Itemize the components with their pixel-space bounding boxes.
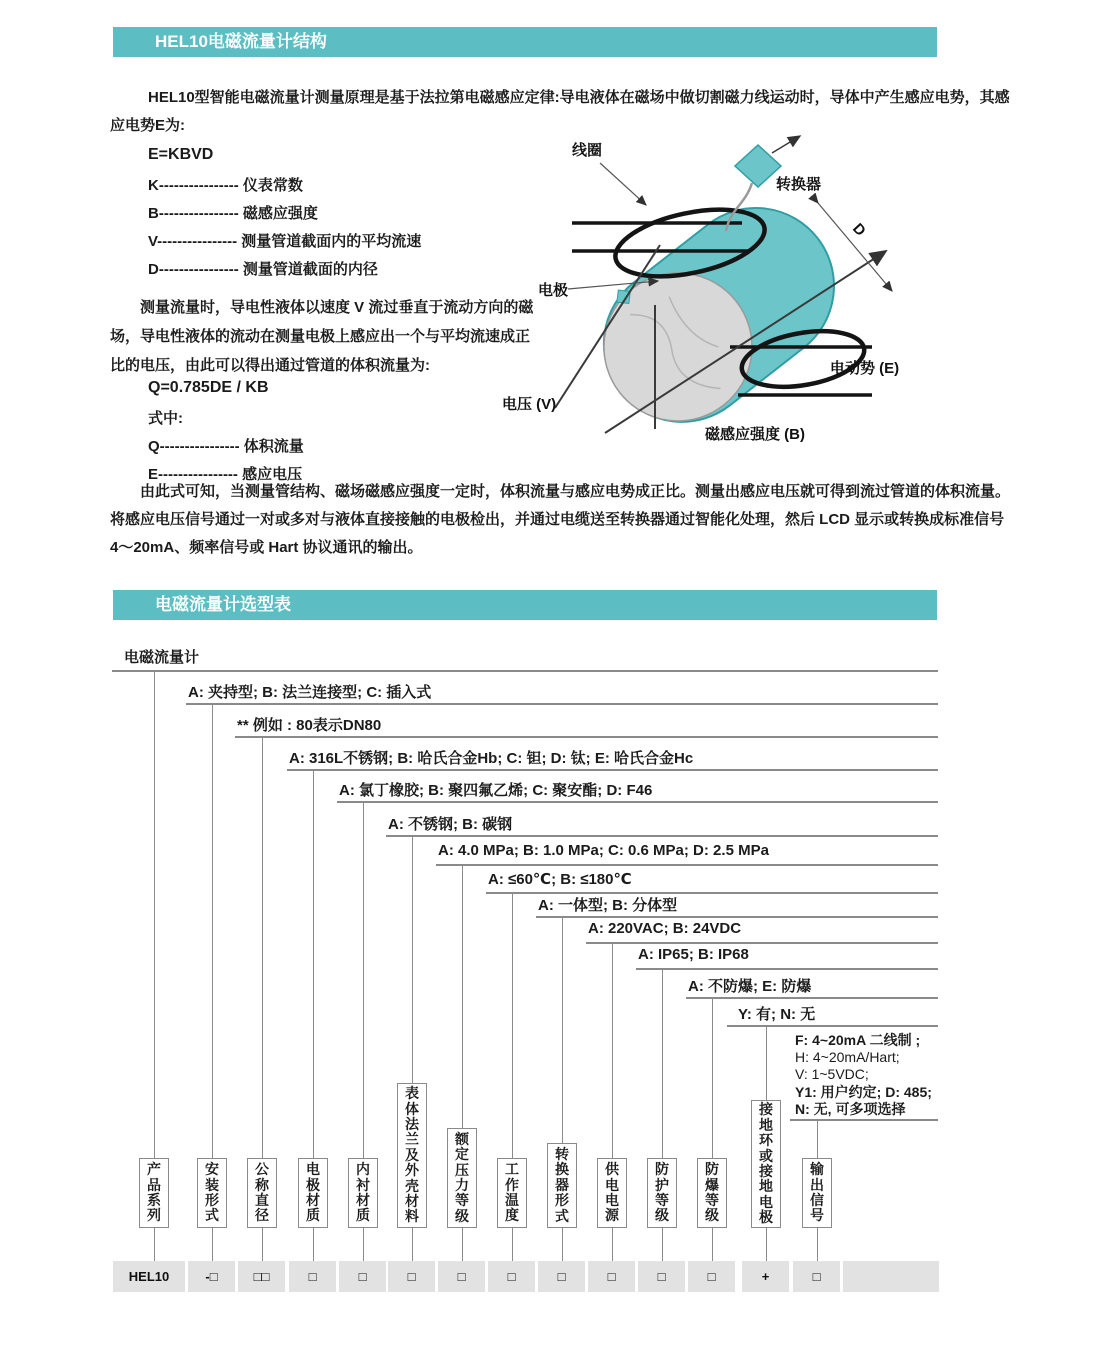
column-label-char: 等	[705, 1192, 719, 1208]
selector-column-label	[597, 1158, 627, 1228]
selector-drop-line	[313, 769, 314, 1158]
selector-column-label	[247, 1158, 277, 1228]
code-cell: +	[742, 1261, 789, 1292]
column-label-char: 材	[405, 1193, 419, 1210]
column-label-char: 转	[555, 1145, 569, 1162]
column-label-char: 环	[759, 1132, 773, 1149]
selector-row-options: Y: 有; N: 无	[738, 1006, 816, 1023]
column-label-char: 系	[147, 1192, 161, 1208]
selector-option-line: N: 无, 可多项选择	[795, 1100, 906, 1117]
formula-q-label: 式中:	[148, 410, 183, 427]
column-label-char: 或	[759, 1147, 773, 1164]
code-cell: □	[289, 1261, 336, 1292]
selector-drop-line	[562, 1228, 563, 1261]
selector-option-line: H: 4~20mA/Hart;	[795, 1049, 900, 1066]
column-label-char: 温	[505, 1192, 519, 1208]
column-label-char: 体	[405, 1100, 419, 1117]
column-label-char: 称	[255, 1176, 269, 1193]
selector-row-underline	[287, 769, 938, 771]
column-label-char: 防	[655, 1161, 669, 1178]
selector-drop-line	[712, 1228, 713, 1261]
selector-drop-line	[766, 1025, 767, 1100]
selector-drop-line	[363, 1228, 364, 1261]
diagram-label-voltage: 电压 (V)	[502, 396, 557, 413]
column-label-char: 器	[555, 1176, 569, 1193]
selector-drop-line	[154, 670, 155, 1158]
column-label-char: 力	[455, 1177, 469, 1193]
selector-drop-line	[462, 1228, 463, 1261]
selector-drop-line	[512, 1228, 513, 1261]
formula-q-term-q: Q---------------- 体积流量	[148, 438, 304, 455]
code-cell: □	[388, 1261, 435, 1292]
column-label-char: 号	[810, 1207, 824, 1224]
selector-column-label	[547, 1143, 577, 1228]
column-label-char: 电	[306, 1161, 320, 1178]
selector-row-underline	[436, 864, 938, 866]
formula-e-term-d: D---------------- 测量管道截面的内径	[148, 261, 378, 278]
selector-drop-line	[562, 916, 563, 1143]
column-label-char: 作	[505, 1176, 519, 1193]
section2-title: 电磁流量计选型表	[155, 595, 291, 614]
code-cell: □	[793, 1261, 840, 1292]
selector-option-line: F: 4~20mA 二线制 ;	[795, 1032, 921, 1048]
code-cell: □	[638, 1261, 685, 1292]
code-cell: □□	[238, 1261, 285, 1292]
formula-q-term-e: E---------------- 感应电压	[148, 466, 303, 483]
selector-row-underline	[586, 942, 938, 944]
column-label-char: 形	[555, 1192, 569, 1209]
column-label-char: 地	[759, 1178, 773, 1195]
code-cell: □	[538, 1261, 585, 1292]
converter-signal-arrow	[772, 136, 800, 153]
column-label-char: 防	[705, 1161, 719, 1178]
column-label-char: 工	[505, 1161, 519, 1178]
selector-drop-line	[612, 1228, 613, 1261]
selector-root-label: 电磁流量计	[124, 649, 200, 666]
selector-drop-line	[363, 801, 364, 1158]
column-label-char: 表	[405, 1085, 419, 1102]
selector-drop-line	[412, 835, 413, 1083]
formula-e-term-v: V---------------- 测量管道截面内的平均流速	[148, 233, 422, 250]
selector-row-options: A: 316L不锈钢; B: 哈氏合金Hb; C: 钽; D: 钛; E: 哈氏合金Hc	[289, 750, 694, 767]
selector-option-line: Y1: 用户约定; D: 485;	[795, 1083, 932, 1100]
selector-row-underline	[790, 1119, 938, 1121]
selector-drop-line	[313, 1228, 314, 1261]
selector-row-options: A: 一体型; B: 分体型	[538, 897, 678, 914]
selector-column-label	[697, 1158, 727, 1228]
column-label-char: 电	[605, 1192, 619, 1208]
selector-row-options: A: 氯丁橡胶; B: 聚四氟乙烯; C: 聚安酯; D: F46	[339, 782, 653, 799]
column-label-char: 及	[405, 1146, 419, 1163]
selector-drop-line	[766, 1228, 767, 1261]
selector-row-underline	[536, 916, 938, 918]
column-label-char: 定	[455, 1146, 469, 1163]
diagram-label-coil: 线圈	[572, 142, 603, 159]
column-label-char: 径	[255, 1207, 269, 1224]
formula-e: E=KBVD	[148, 146, 214, 163]
selector-row-underline	[186, 703, 938, 705]
column-label-char: 极	[306, 1176, 320, 1193]
selector-row-underline	[386, 835, 938, 837]
selector-drop-line	[462, 864, 463, 1128]
code-cell: □	[339, 1261, 386, 1292]
selector-drop-line	[662, 1228, 663, 1261]
selector-row-underline	[727, 1025, 938, 1027]
selector-row-options: ** 例如 : 80表示DN80	[237, 717, 382, 734]
diagram-label-emf: 电动势 (E)	[830, 360, 900, 377]
formula-e-term-k: K---------------- 仪表常数	[148, 177, 303, 194]
selector-drop-line	[662, 968, 663, 1158]
column-label-char: 护	[655, 1176, 669, 1193]
selector-drop-line	[412, 1228, 413, 1261]
selector-row-options: A: IP65; B: IP68	[638, 946, 749, 963]
code-cell-empty	[843, 1261, 939, 1292]
column-label-char: 壳	[405, 1177, 419, 1194]
code-cell: -□	[188, 1261, 235, 1292]
selector-column-label	[802, 1158, 832, 1228]
column-label-char: 压	[455, 1161, 469, 1178]
column-label-char: 接	[759, 1163, 773, 1179]
selector-row-underline	[235, 736, 938, 738]
column-label-char: 度	[505, 1207, 519, 1224]
selector-column-label	[348, 1158, 378, 1228]
column-label-char: 等	[455, 1192, 469, 1209]
column-label-char: 级	[455, 1207, 469, 1224]
column-label-char: 安	[205, 1161, 219, 1178]
column-label-char: 电	[759, 1193, 773, 1210]
selector-row-underline	[686, 997, 938, 999]
column-label-char: 极	[759, 1209, 773, 1226]
column-label-char: 材	[306, 1192, 320, 1208]
column-label-char: 等	[655, 1192, 669, 1208]
column-label-char: 式	[205, 1207, 219, 1224]
selector-drop-line	[817, 1119, 818, 1158]
column-label-char: 爆	[705, 1176, 719, 1193]
selector-drop-line	[612, 942, 613, 1158]
diagram-label-magnetic: 磁感应强度 (B)	[705, 426, 805, 443]
column-label-char: 质	[356, 1207, 370, 1224]
selector-column-label	[298, 1158, 328, 1228]
selector-column-label	[139, 1158, 169, 1228]
column-label-char: 公	[255, 1161, 269, 1178]
column-label-char: 级	[705, 1207, 719, 1224]
selector-drop-line	[262, 736, 263, 1158]
conclusion-paragraph: 由此式可知，当测量管结构、磁场磁感应强度一定时，体积流量与感应电势成正比。测量出感应电压就可得到流过管道的体积流量。将感应电压信号通过一对或多对与液体直接接触的电极检出，并通过电缆送至转换器通过智能化处理，然后 LCD 显示或转换成标准信号 4～20mA、频率信号或 Hart 协议通讯的输出。	[110, 483, 1011, 556]
column-label-char: 换	[555, 1161, 569, 1178]
coil-pointer-line	[600, 163, 646, 205]
selector-row-underline	[112, 670, 938, 672]
section1-title-bar	[113, 27, 937, 57]
selector-drop-line	[512, 892, 513, 1158]
selector-drop-line	[712, 997, 713, 1158]
column-label-char: 品	[147, 1176, 161, 1193]
selector-drop-line	[817, 1228, 818, 1261]
formula-q: Q=0.785DE / KB	[148, 379, 269, 396]
column-label-char: 装	[205, 1176, 219, 1193]
column-label-char: 输	[810, 1161, 824, 1178]
selector-row-underline	[636, 968, 938, 970]
selector-row-options: A: 220VAC; B: 24VDC	[588, 920, 742, 937]
column-label-char: 内	[356, 1161, 370, 1178]
measuring-tube-body	[569, 174, 865, 453]
diagram-label-converter: 转换器	[776, 176, 822, 193]
column-label-char: 源	[605, 1207, 619, 1224]
selector-row-options-block	[795, 1032, 932, 1118]
code-cell: □	[438, 1261, 485, 1292]
code-cell: □	[588, 1261, 635, 1292]
section2-title-bar	[113, 590, 937, 620]
diagram-label-electrode: 电极	[538, 282, 569, 299]
column-label-char: 地	[759, 1116, 773, 1133]
selector-column-label	[751, 1100, 781, 1228]
column-label-char: 衬	[356, 1176, 370, 1193]
column-label-char: 级	[655, 1207, 669, 1224]
column-label-char: 材	[356, 1192, 370, 1208]
column-label-char: 供	[605, 1161, 619, 1178]
column-label-char: 形	[205, 1192, 219, 1208]
selector-column-label	[447, 1128, 477, 1228]
selector-drop-line	[154, 1228, 155, 1261]
formula-e-term-b: B---------------- 磁感应强度	[148, 205, 318, 222]
selector-row-options: A: 4.0 MPa; B: 1.0 MPa; C: 0.6 MPa; D: 2.5 MPa	[438, 842, 769, 859]
column-label-char: 外	[405, 1162, 419, 1179]
column-label-char: 列	[147, 1207, 161, 1224]
intro-paragraph: HEL10型智能电磁流量计测量原理是基于法拉第电磁感应定律:导电液体在磁场中做切割磁力线运动时，导体中产生感应电势，其感应电势E为:	[110, 89, 1010, 134]
column-label-char: 出	[810, 1176, 824, 1193]
code-cell-series: HEL10	[113, 1261, 185, 1292]
column-label-char: 质	[306, 1207, 320, 1224]
selector-row-options: A: 不锈钢; B: 碳钢	[388, 816, 513, 833]
column-label-char: 额	[455, 1130, 469, 1147]
column-label-char: 产	[147, 1161, 161, 1178]
selector-column-label	[197, 1158, 227, 1228]
selector-row-underline	[337, 801, 938, 803]
selector-option-line: V: 1~5VDC;	[795, 1066, 869, 1083]
column-label-char: 信	[810, 1192, 824, 1208]
column-label-char: 料	[405, 1208, 419, 1225]
column-label-char: 兰	[405, 1131, 419, 1148]
selector-column-label	[397, 1083, 427, 1228]
selector-drop-line	[212, 703, 213, 1158]
section1-title: HEL10电磁流量计结构	[155, 32, 327, 51]
code-cell: □	[488, 1261, 535, 1292]
code-cell: □	[688, 1261, 735, 1292]
column-label-char: 法	[405, 1115, 419, 1132]
selector-row-options: A: ≤60℃; B: ≤180℃	[488, 871, 632, 888]
column-label-char: 电	[605, 1176, 619, 1193]
selector-drop-line	[262, 1228, 263, 1261]
selector-drop-line	[212, 1228, 213, 1261]
column-label-char: 接	[759, 1101, 773, 1118]
selector-column-label	[497, 1158, 527, 1228]
selector-column-label	[647, 1158, 677, 1228]
principle-paragraph: 测量流量时，导电性液体以速度 V 流过垂直于流动方向的磁场，导电性液体的流动在测量电极上感应出一个与平均流速成正比的电压，由此可以得出通过管道的体积流量为:	[110, 299, 534, 374]
column-label-char: 直	[255, 1192, 269, 1208]
selector-row-options: A: 不防爆; E: 防爆	[688, 978, 812, 995]
diagram-label-diameter: D	[849, 220, 869, 240]
column-label-char: 式	[555, 1207, 569, 1224]
flowmeter-structure-diagram	[500, 133, 980, 453]
selector-row-options: A: 夹持型; B: 法兰连接型; C: 插入式	[188, 684, 432, 701]
